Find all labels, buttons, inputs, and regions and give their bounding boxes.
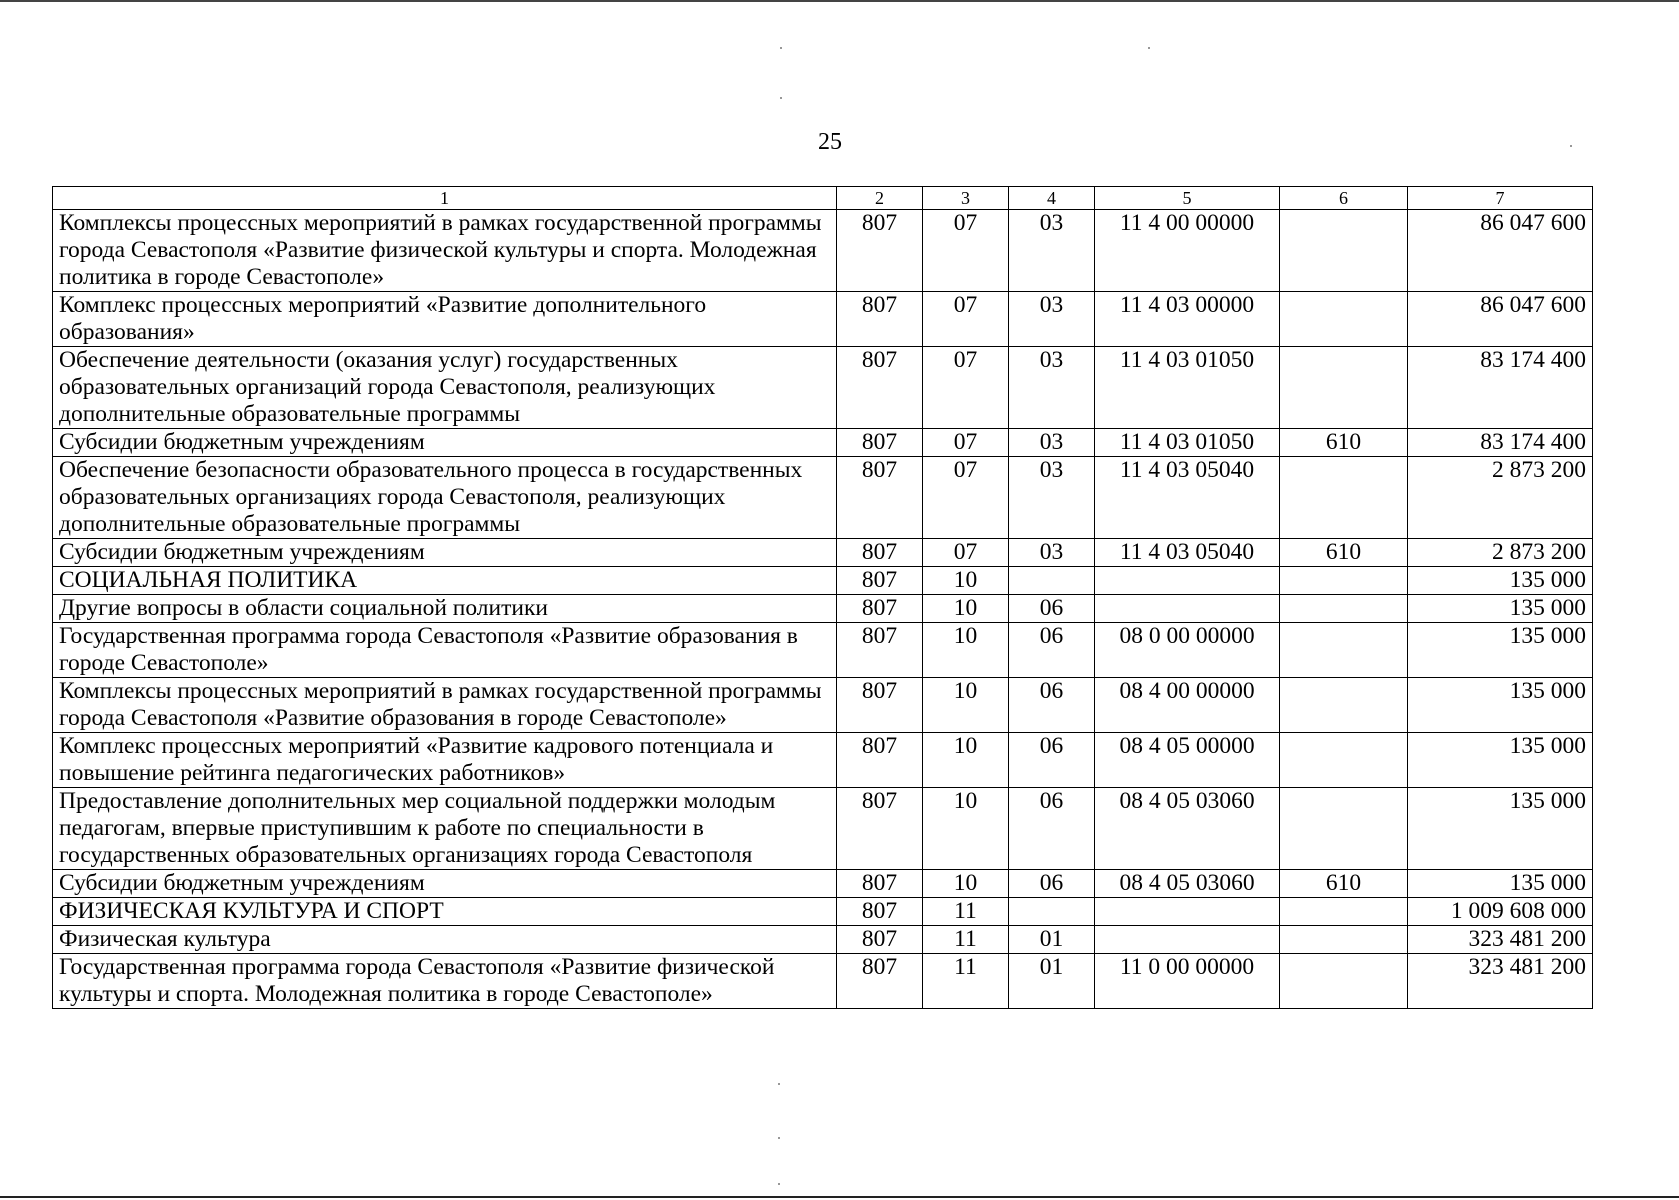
target-article-code: 08 4 05 03060 xyxy=(1095,788,1280,870)
item-name: Субсидии бюджетным учреждениям xyxy=(53,870,837,898)
subsection-code: 06 xyxy=(1009,678,1095,733)
item-name: Комплекс процессных мероприятий «Развитие дополнительного образования» xyxy=(53,292,837,347)
column-header: 2 xyxy=(837,187,923,210)
column-header: 5 xyxy=(1095,187,1280,210)
ministry-code: 807 xyxy=(837,788,923,870)
scan-speck xyxy=(780,97,782,99)
amount: 1 009 608 000 xyxy=(1408,898,1593,926)
amount: 135 000 xyxy=(1408,623,1593,678)
target-article-code: 11 0 00 00000 xyxy=(1095,954,1280,1009)
target-article-code: 08 4 05 00000 xyxy=(1095,733,1280,788)
expense-type-code xyxy=(1280,926,1408,954)
item-name: Государственная программа города Севастополя «Развитие физической культуры и спорта. Молодежная политика в городе Севастополе» xyxy=(53,954,837,1009)
target-article-code: 08 4 00 00000 xyxy=(1095,678,1280,733)
item-name: Комплекс процессных мероприятий «Развитие кадрового потенциала и повышение рейтинга педагогических работников» xyxy=(53,733,837,788)
column-header: 1 xyxy=(53,187,837,210)
subsection-code: 01 xyxy=(1009,926,1095,954)
section-code: 10 xyxy=(923,678,1009,733)
ministry-code: 807 xyxy=(837,429,923,457)
amount: 135 000 xyxy=(1408,870,1593,898)
section-code: 10 xyxy=(923,567,1009,595)
ministry-code: 807 xyxy=(837,347,923,429)
budget-table xyxy=(52,186,1593,1009)
table-row xyxy=(53,595,1593,623)
target-article-code: 11 4 00 00000 xyxy=(1095,210,1280,292)
expense-type-code xyxy=(1280,567,1408,595)
column-number-row xyxy=(53,187,1593,210)
target-article-code xyxy=(1095,926,1280,954)
table-row xyxy=(53,733,1593,788)
expense-type-code xyxy=(1280,595,1408,623)
item-name: Субсидии бюджетным учреждениям xyxy=(53,429,837,457)
section-code: 10 xyxy=(923,733,1009,788)
table-row xyxy=(53,870,1593,898)
column-header: 7 xyxy=(1408,187,1593,210)
section-code: 10 xyxy=(923,870,1009,898)
expense-type-code xyxy=(1280,898,1408,926)
item-name: Другие вопросы в области социальной политики xyxy=(53,595,837,623)
table-row xyxy=(53,898,1593,926)
section-code: 07 xyxy=(923,292,1009,347)
expense-type-code xyxy=(1280,954,1408,1009)
ministry-code: 807 xyxy=(837,898,923,926)
section-code: 07 xyxy=(923,539,1009,567)
ministry-code: 807 xyxy=(837,210,923,292)
table-row xyxy=(53,347,1593,429)
subsection-code xyxy=(1009,567,1095,595)
subsection-code: 03 xyxy=(1009,429,1095,457)
subsection-code: 06 xyxy=(1009,623,1095,678)
scan-speck xyxy=(778,1137,780,1139)
amount: 135 000 xyxy=(1408,733,1593,788)
table-row xyxy=(53,539,1593,567)
section-code: 07 xyxy=(923,347,1009,429)
amount: 323 481 200 xyxy=(1408,954,1593,1009)
ministry-code: 807 xyxy=(837,292,923,347)
section-code: 07 xyxy=(923,210,1009,292)
expense-type-code xyxy=(1280,788,1408,870)
target-article-code: 11 4 03 05040 xyxy=(1095,539,1280,567)
item-name: ФИЗИЧЕСКАЯ КУЛЬТУРА И СПОРТ xyxy=(53,898,837,926)
scan-top-edge xyxy=(0,0,1679,2)
section-code: 11 xyxy=(923,898,1009,926)
ministry-code: 807 xyxy=(837,954,923,1009)
section-code: 10 xyxy=(923,788,1009,870)
table-row xyxy=(53,678,1593,733)
amount: 86 047 600 xyxy=(1408,292,1593,347)
item-name: СОЦИАЛЬНАЯ ПОЛИТИКА xyxy=(53,567,837,595)
amount: 2 873 200 xyxy=(1408,539,1593,567)
target-article-code: 08 0 00 00000 xyxy=(1095,623,1280,678)
expense-type-code: 610 xyxy=(1280,539,1408,567)
target-article-code xyxy=(1095,595,1280,623)
expense-type-code xyxy=(1280,623,1408,678)
subsection-code: 01 xyxy=(1009,954,1095,1009)
expense-type-code xyxy=(1280,678,1408,733)
section-code: 11 xyxy=(923,954,1009,1009)
table-row xyxy=(53,567,1593,595)
column-header: 4 xyxy=(1009,187,1095,210)
subsection-code: 06 xyxy=(1009,595,1095,623)
ministry-code: 807 xyxy=(837,733,923,788)
subsection-code: 03 xyxy=(1009,457,1095,539)
page-number: 25 xyxy=(818,129,842,155)
ministry-code: 807 xyxy=(837,870,923,898)
amount: 135 000 xyxy=(1408,678,1593,733)
amount: 323 481 200 xyxy=(1408,926,1593,954)
amount: 135 000 xyxy=(1408,788,1593,870)
table-row xyxy=(53,429,1593,457)
target-article-code: 11 4 03 00000 xyxy=(1095,292,1280,347)
section-code: 07 xyxy=(923,429,1009,457)
ministry-code: 807 xyxy=(837,567,923,595)
section-code: 10 xyxy=(923,595,1009,623)
scan-speck xyxy=(778,1083,780,1085)
scan-bottom-edge xyxy=(0,1196,1679,1198)
ministry-code: 807 xyxy=(837,678,923,733)
amount: 135 000 xyxy=(1408,595,1593,623)
ministry-code: 807 xyxy=(837,595,923,623)
ministry-code: 807 xyxy=(837,457,923,539)
subsection-code: 06 xyxy=(1009,733,1095,788)
table-row xyxy=(53,210,1593,292)
target-article-code: 11 4 03 01050 xyxy=(1095,347,1280,429)
section-code: 07 xyxy=(923,457,1009,539)
ministry-code: 807 xyxy=(837,539,923,567)
table-row xyxy=(53,457,1593,539)
scan-speck xyxy=(1570,145,1572,147)
amount: 2 873 200 xyxy=(1408,457,1593,539)
subsection-code xyxy=(1009,898,1095,926)
table-row xyxy=(53,623,1593,678)
expense-type-code xyxy=(1280,733,1408,788)
table-row xyxy=(53,788,1593,870)
item-name: Комплексы процессных мероприятий в рамках государственной программы города Севастополя «Развитие образования в городе Севастополе» xyxy=(53,678,837,733)
section-code: 10 xyxy=(923,623,1009,678)
subsection-code: 03 xyxy=(1009,347,1095,429)
table-row xyxy=(53,926,1593,954)
scan-speck xyxy=(778,1183,780,1185)
subsection-code: 03 xyxy=(1009,292,1095,347)
target-article-code: 11 4 03 05040 xyxy=(1095,457,1280,539)
item-name: Предоставление дополнительных мер социальной поддержки молодым педагогам, впервые приступившим к работе по специальности в государственных образовательных организациях города Севастополя xyxy=(53,788,837,870)
section-code: 11 xyxy=(923,926,1009,954)
subsection-code: 03 xyxy=(1009,539,1095,567)
expense-type-code xyxy=(1280,347,1408,429)
item-name: Государственная программа города Севастополя «Развитие образования в городе Севастополе» xyxy=(53,623,837,678)
scan-speck xyxy=(1148,47,1150,49)
table-row xyxy=(53,292,1593,347)
item-name: Обеспечение деятельности (оказания услуг) государственных образовательных организаций города Севастополя, реализующих дополнительные образовательные программы xyxy=(53,347,837,429)
amount: 83 174 400 xyxy=(1408,347,1593,429)
expense-type-code xyxy=(1280,292,1408,347)
item-name: Обеспечение безопасности образовательного процесса в государственных образовательных организациях города Севастополя, реализующих дополнительные образовательные программы xyxy=(53,457,837,539)
subsection-code: 06 xyxy=(1009,788,1095,870)
scan-speck xyxy=(780,47,782,49)
item-name: Субсидии бюджетным учреждениям xyxy=(53,539,837,567)
target-article-code: 11 4 03 01050 xyxy=(1095,429,1280,457)
subsection-code: 03 xyxy=(1009,210,1095,292)
target-article-code: 08 4 05 03060 xyxy=(1095,870,1280,898)
item-name: Комплексы процессных мероприятий в рамках государственной программы города Севастополя «Развитие физической культуры и спорта. Молодежная политика в городе Севастополе» xyxy=(53,210,837,292)
item-name: Физическая культура xyxy=(53,926,837,954)
table-row xyxy=(53,954,1593,1009)
subsection-code: 06 xyxy=(1009,870,1095,898)
column-header: 6 xyxy=(1280,187,1408,210)
expense-type-code xyxy=(1280,457,1408,539)
expense-type-code: 610 xyxy=(1280,429,1408,457)
ministry-code: 807 xyxy=(837,623,923,678)
column-header: 3 xyxy=(923,187,1009,210)
target-article-code xyxy=(1095,898,1280,926)
target-article-code xyxy=(1095,567,1280,595)
expense-type-code: 610 xyxy=(1280,870,1408,898)
amount: 83 174 400 xyxy=(1408,429,1593,457)
amount: 86 047 600 xyxy=(1408,210,1593,292)
amount: 135 000 xyxy=(1408,567,1593,595)
ministry-code: 807 xyxy=(837,926,923,954)
expense-type-code xyxy=(1280,210,1408,292)
